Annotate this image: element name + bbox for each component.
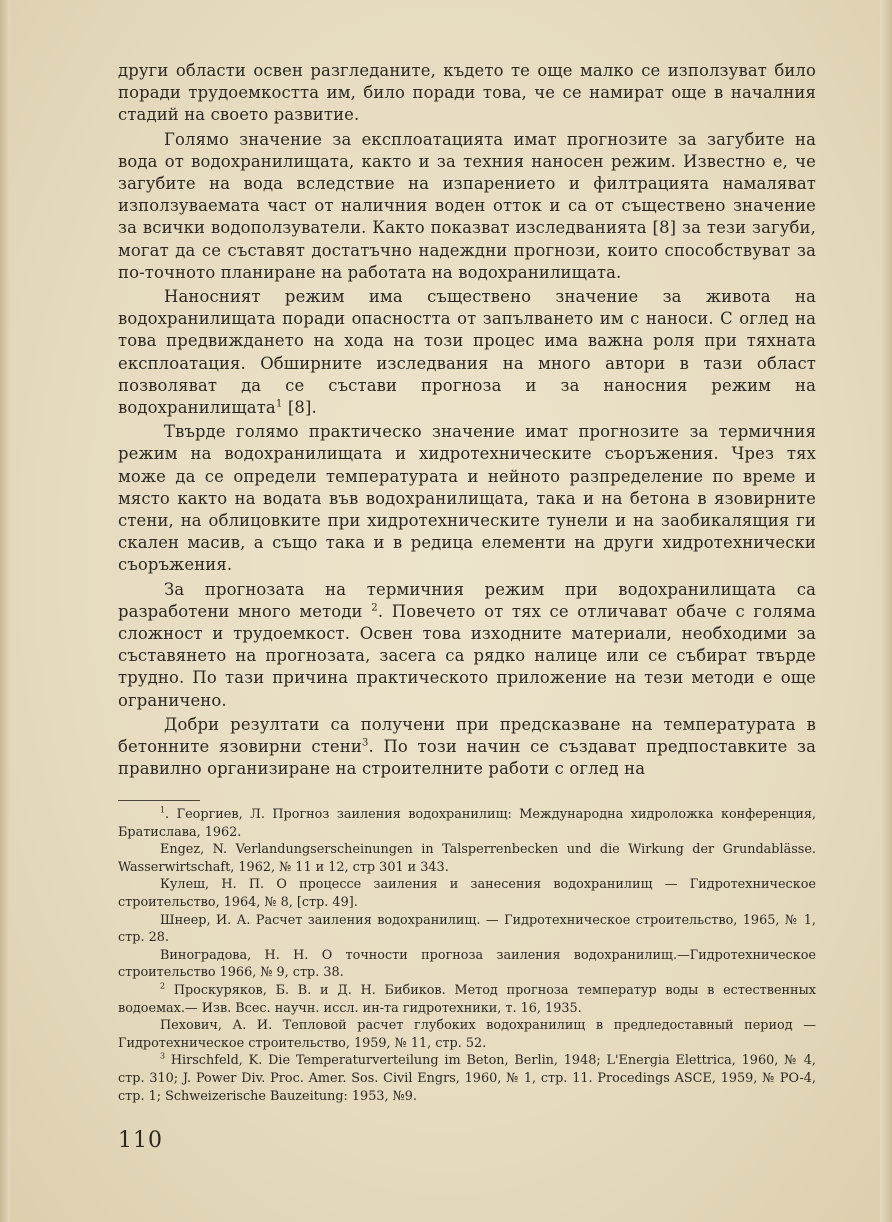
paragraph-4: Твърде голямо практическо значение имат прогнозите за термичния режим на водохранилищата и хидротехническите съоръжения. Чрез тях може да се определи температурата и нейното разпределение по време и място както на водата във водохранилищата, така и на бетона в язовирните стени, на облицовките при хидротехническите тунели и на заобикалящия ги скален масив, а също така и в редица елементи на други хидротехнически съоръжения. <box>118 422 816 575</box>
footnote-2 <box>118 982 816 1017</box>
paragraph-5-text-a: За прогнозата на термичния режим при водохранилищата са разработени много методи <box>118 579 816 621</box>
footnote-2b: Пехович, А. И. Тепловой расчет глубоких водохранилищ в предледоставный период — Гидротехническое строительство, 1959, № 11, стр. 52. <box>118 1018 816 1051</box>
paragraph-2: Голямо значение за експлоатацията имат прогнозите за загубите на вода от водохранилищата, както и за техния наносен режим. Известно е, че загубите на вода вследствие на изпарението и филтрацията намаляват използуваемата част от наличния воден отток и са от съществено значение за всички водоползуватели. Както показват изследванията [8] за тези загуби, могат да се съставят достатъчно надеждни прогнози, които способствуват за по-точното планиране на работата на водохранилищата. <box>118 129 816 282</box>
footnote-ref-2: 2 <box>371 602 378 614</box>
footnote-1b: Engez, N. Verlandungserscheinungen in Talsperrenbecken und die Wirkung der Grundablässe. Wasserwirtschaft, 1962, № 11 и 12, стр 301 и 343. <box>118 842 816 875</box>
footnote-1e: Виноградова, Н. Н. О точности прогноза заиления водохранилищ.—Гидротехническое строительство 1966, № 9, стр. 38. <box>118 947 816 981</box>
paragraph-3-citation: [8]. <box>287 398 317 418</box>
footnote-ref-1: 1 <box>275 398 283 410</box>
footnote-3 <box>118 1052 816 1105</box>
page-number: 110 <box>118 1128 163 1153</box>
footnote-1-text: Георгиев, Л. Прогноз заиления водохранилищ: Международна хидроложка конференция, Братислава, 1962. <box>118 807 816 840</box>
footnote-mark-3: 3 <box>160 1052 166 1062</box>
page-edge-right <box>880 0 892 1222</box>
paragraph-5 <box>118 579 816 712</box>
footnotes <box>118 806 816 1105</box>
footnote-separator <box>118 800 200 801</box>
paragraph-1: други области освен разгледаните, където те още малко се използуват било поради трудоемкостта им, било поради това, че се намират още в началния стадий на своето развитие. <box>118 61 816 125</box>
footnote-mark-2: 2 <box>160 981 166 991</box>
footnote-3-text: Hirschfeld, K. Die Temperaturverteilung im Beton, Berlin, 1948; L'Energia Elettrica, 1960, № 4, стр. 310; J. Power Div. Proc. Amer. Sos. Civil Engrs, 1960, № 1, стр. 11. Procedings ASCE, 1959, № PO-4, стр. 1; Schweizerische Bauzeitung: 1953, №9. <box>118 1053 816 1104</box>
paragraph-6-text-b: . По този начин се създават предпоставките за правилно организиране на строителните работи с оглед на <box>118 737 816 779</box>
footnote-1: $^1$. Георгиев, Л. Прогноз заиления водохранилищ: Международна хидроложка конференция, Братислава, 1962. <box>118 805 816 840</box>
footnote-1d: Шнеер, И. А. Расчет заиления водохранилищ. — Гидротехническое строительство, 1965, № 1, стр. 28. <box>118 912 816 946</box>
paragraph-5-text-b: . Повечето от тях се отличават обаче с голяма сложност и трудоемкост. Освен това изходните материали, необходими за съставянето на прогнозата, засега са рядко налице или се събират твърде трудно. По тази причина практическото приложение на тези методи е още ограничено. <box>118 601 816 710</box>
paragraph-6-text-a: Добри резултати са получени при предсказване на температурата в бетонните язовирни стени <box>118 714 816 757</box>
page-edge-left <box>0 0 10 1222</box>
footnote-1c: Кулеш, Н. П. О процессе заиления и занесения водохранилищ — Гидротехническое строительство, 1964, № 8, [стр. 49]. <box>118 877 816 910</box>
paragraph-3-text: Наносният режим има съществено значение за живота на водохранилищата поради опасността от запълването им с наноси. С оглед на това предвиждането на хода на този процес има важна роля при тяхната експлоатация. Обширните изследвания на много автори в тази област позволяват да се състави прогноза и за наносния режим на водохранилищата <box>118 287 816 418</box>
footnote-2-text: Проскуряков, Б. В. и Д. Н. Бибиков. Метод прогноза температур воды в естественных водоемах.— Изв. Всес. научн. иссл. ин-та гидротехники, т. 16, 1935. <box>118 982 816 1016</box>
paragraph-3 <box>118 286 816 419</box>
paragraph-6 <box>118 714 816 781</box>
main-text <box>118 60 816 781</box>
footnote-mark-1: 1 <box>160 805 166 815</box>
footnote-ref-3: 3 <box>361 737 369 749</box>
